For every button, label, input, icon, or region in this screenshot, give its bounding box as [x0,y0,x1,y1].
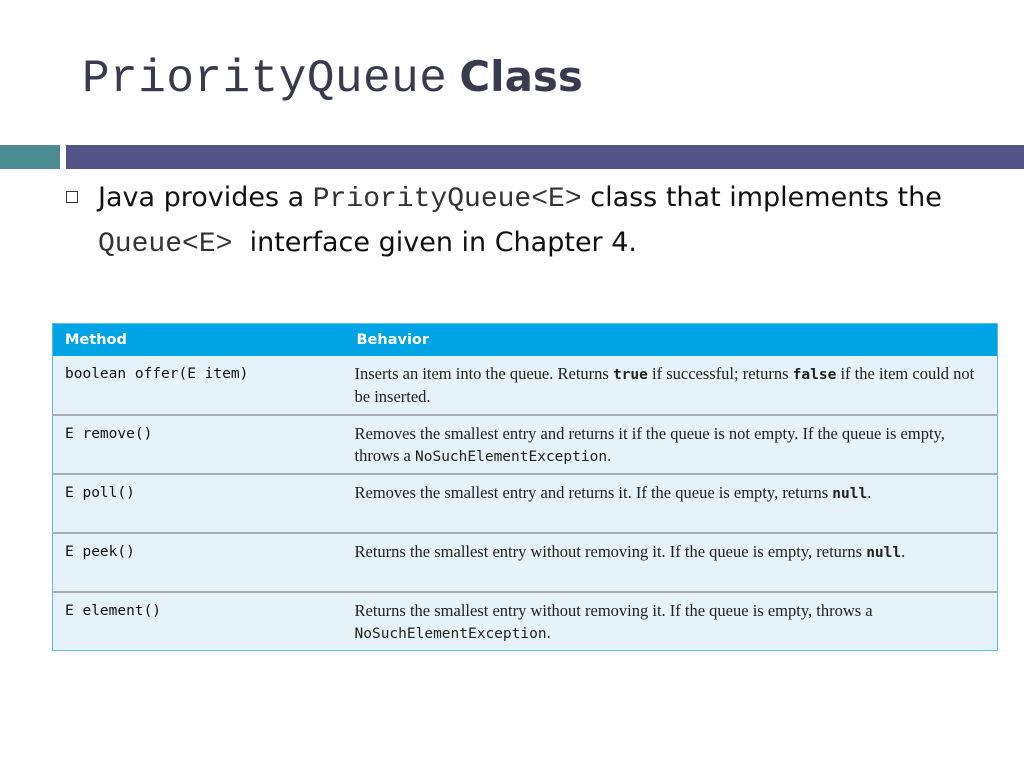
behavior-text: Removes the smallest entry and returns it if the queue is not empty. If the queue is empty, throws a [354,423,945,465]
behavior-cell [343,474,998,533]
bullet-text [98,176,978,266]
table-row-offer [53,356,998,415]
table-row-remove [53,415,998,474]
header-method: Method [53,324,343,356]
behavior-cell [343,592,998,651]
behavior-code: null [832,485,868,502]
bullet-text-part2: class that implements the [581,182,942,213]
behavior-code: true [612,366,648,383]
method-cell: E element() [53,592,343,651]
behavior-code: NoSuchElementException [415,449,608,465]
behavior-text: if the item could not be inserted. [354,363,975,406]
header-behavior: Behavior [343,324,998,356]
method-table [52,323,998,651]
behavior-cell [343,415,998,474]
bullet-code-queue: Queue<E> [98,229,233,260]
title-class-name: PriorityQueue [82,53,448,105]
behavior-text: . [867,482,872,502]
hollow-square-bullet-icon [66,191,78,203]
behavior-text: Returns the smallest entry without removing it. If the queue is empty, throws a [354,600,873,620]
behavior-cell [343,356,998,415]
behavior-text: if successful; returns [647,363,793,383]
bullet-code-priorityqueue: PriorityQueue<E> [312,184,582,215]
behavior-text: Inserts an item into the queue. Returns [354,363,613,383]
table-header-row [53,324,998,356]
method-cell: boolean offer(E item) [53,356,343,415]
title-class-word: Class [459,52,583,101]
table-row-peek [53,533,998,592]
behavior-code: false [792,366,837,383]
behavior-text: . [607,446,612,465]
behavior-text: Returns the smallest entry without removing it. If the queue is empty, returns [354,541,867,561]
method-cell: E poll() [53,474,343,533]
bullet-text-part1: Java provides a [98,182,313,213]
behavior-text: . [901,541,906,561]
behavior-code: null [866,544,902,561]
bullet-text-part3: interface given in Chapter 4. [232,227,637,258]
table-row-element [53,592,998,651]
behavior-cell [343,533,998,592]
behavior-code: NoSuchElementException [354,626,547,642]
accent-bar-right [66,145,1024,169]
slide-title [82,52,583,105]
behavior-text: Removes the smallest entry and returns it. If the queue is empty, returns [354,482,833,502]
table-row-poll [53,474,998,533]
method-cell: E remove() [53,415,343,474]
method-cell: E peek() [53,533,343,592]
behavior-text: . [546,623,551,642]
accent-bar-left [0,145,60,169]
